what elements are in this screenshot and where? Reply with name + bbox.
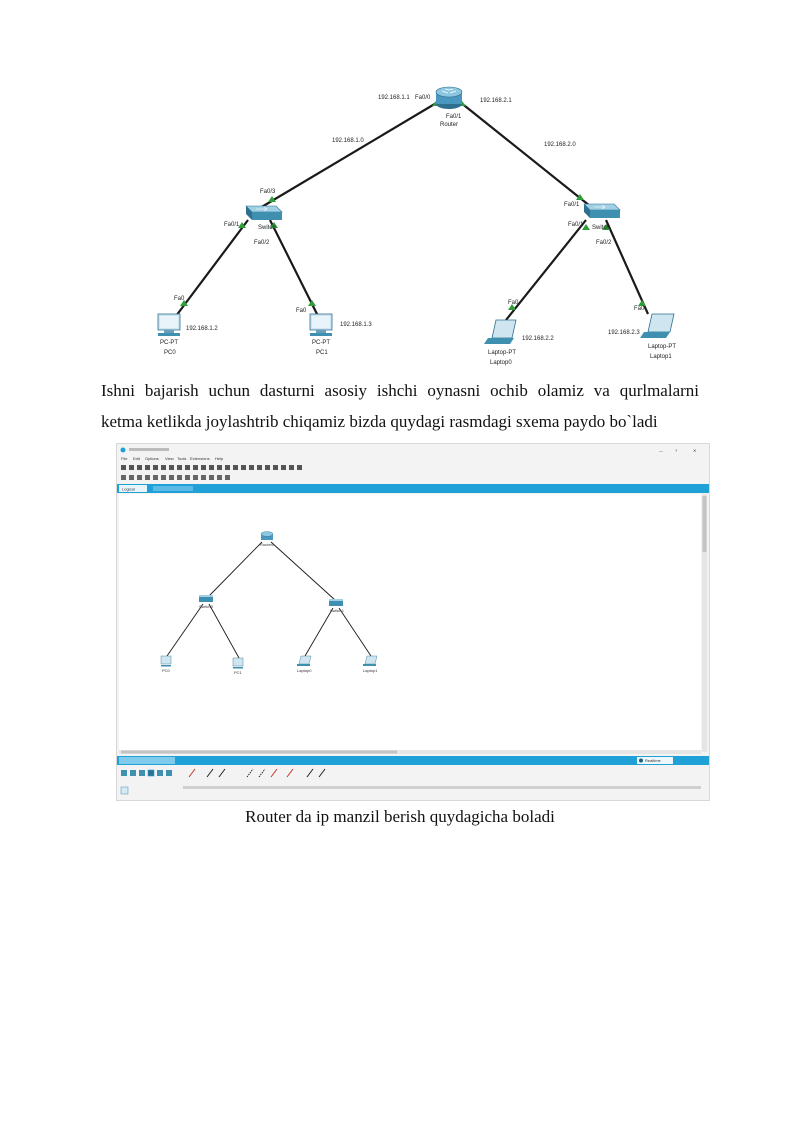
mini-laptop1-label: Laptop1 — [363, 668, 378, 673]
switch-right-name: Switch — [592, 225, 610, 231]
switch-left-port-b: Fa0/2 — [254, 240, 270, 246]
laptop1-name: Laptop1 — [650, 354, 672, 360]
vertical-scroll-thumb[interactable] — [703, 496, 707, 552]
toolbar-button[interactable] — [145, 465, 150, 470]
root-path[interactable] — [153, 486, 193, 491]
logical-workspace[interactable] — [119, 494, 701, 752]
mini-pc0-label: PC0 — [162, 668, 170, 673]
toolbar-button[interactable] — [297, 465, 302, 470]
menu-edit[interactable]: Edit — [133, 456, 140, 461]
toolbar-button[interactable] — [201, 465, 206, 470]
paragraph-line-1: Ishni bajarish uchun dasturni asosiy ishchi oynasni ochib olamiz va qurlmalarni — [101, 381, 699, 400]
laptop0-name: Laptop0 — [490, 360, 512, 366]
switch-right-port-a: Fa0/1 — [568, 222, 584, 228]
toolbar-button[interactable] — [273, 465, 278, 470]
toolbar-button[interactable] — [185, 465, 190, 470]
toolbar-button[interactable] — [241, 465, 246, 470]
toolbar-button[interactable] — [129, 475, 134, 480]
link-switch-left-pc0 — [176, 220, 248, 316]
toolbar-button[interactable] — [169, 475, 174, 480]
horizontal-scroll-thumb[interactable] — [121, 751, 397, 754]
device-category-button[interactable] — [130, 770, 136, 776]
switch-right-uplink: Fa0/1 — [564, 202, 580, 208]
toolbar-button[interactable] — [225, 475, 230, 480]
toolbar-button[interactable] — [137, 475, 142, 480]
device-subtype-icon[interactable] — [121, 787, 128, 794]
menu-help[interactable]: Help — [215, 456, 224, 461]
router-ip-right: 192.168.2.1 — [480, 98, 512, 104]
pc-icon — [310, 314, 332, 336]
port-dot — [308, 300, 316, 306]
mini-switch-b-label: Switch1 — [330, 608, 345, 613]
realtime-label: Realtime — [645, 758, 661, 763]
switch-left-name: Switch — [258, 225, 276, 231]
pc0-name: PC0 — [164, 350, 176, 356]
toolbar-button[interactable] — [153, 475, 158, 480]
laptop0-ip: 192.168.2.2 — [522, 336, 554, 342]
toolbar-button[interactable] — [137, 465, 142, 470]
menu-file[interactable]: File — [121, 456, 128, 461]
device-category-button[interactable] — [139, 770, 145, 776]
laptop1-type: Laptop-PT — [648, 344, 677, 350]
pc1-type: PC-PT — [312, 340, 330, 346]
router-ip-left: 192.168.1.1 — [378, 95, 410, 101]
main-toolbar — [121, 465, 302, 470]
toolbar-button[interactable] — [145, 475, 150, 480]
menu-options[interactable]: Options — [145, 456, 159, 461]
link-router-switch-left — [260, 102, 438, 208]
router-icon — [436, 87, 462, 109]
link-switch-right-laptop1 — [606, 220, 648, 314]
toolbar-button[interactable] — [121, 465, 126, 470]
toolbar-button[interactable] — [121, 475, 126, 480]
toolbar-button[interactable] — [177, 465, 182, 470]
mini-laptop0-label: Laptop0 — [297, 668, 312, 673]
pc1-ip: 192.168.1.3 — [340, 322, 372, 328]
menu-bar — [121, 456, 224, 461]
switch-left-icon — [246, 206, 282, 220]
switch-right-port-b: Fa0/2 — [596, 240, 612, 246]
logical-workspace-bar — [117, 484, 709, 493]
menu-view[interactable]: View — [165, 456, 174, 461]
switch-left-port-a: Fa0/1 — [224, 222, 240, 228]
packet-tracer-screenshot — [116, 443, 710, 801]
device-category-button[interactable] — [166, 770, 172, 776]
toolbar-button[interactable] — [153, 465, 158, 470]
mini-switch-icon — [329, 599, 343, 606]
router-port-right: Fa0/1 — [446, 114, 462, 120]
pc0-ip: 192.168.1.2 — [186, 326, 218, 332]
laptop1-port: Fa0 — [634, 306, 645, 312]
app-icon — [121, 448, 126, 453]
router-port-left: Fa0/0 — [415, 95, 431, 101]
toolbar-button[interactable] — [169, 465, 174, 470]
device-category-button[interactable] — [148, 770, 154, 776]
laptop0-port: Fa0 — [508, 300, 519, 306]
toolbar-button[interactable] — [209, 475, 214, 480]
toolbar-button[interactable] — [265, 465, 270, 470]
net-left-label: 192.168.1.0 — [332, 138, 364, 144]
packet-tracer-window — [117, 444, 709, 800]
toolbar-button[interactable] — [129, 465, 134, 470]
toolbar-button[interactable] — [217, 465, 222, 470]
pc0-port: Fa0 — [174, 296, 185, 302]
toolbar-button[interactable] — [217, 475, 222, 480]
device-list-scrollbar[interactable] — [183, 786, 701, 789]
toolbar-button[interactable] — [193, 475, 198, 480]
realtime-icon — [639, 759, 643, 763]
pc1-port: Fa0 — [296, 308, 307, 314]
pc-icon — [158, 314, 180, 336]
network-topology-diagram — [140, 78, 700, 378]
minimize-icon[interactable]: — — [659, 448, 663, 453]
mini-switch-a-label: Switch0 — [199, 604, 214, 609]
mini-router-icon — [261, 532, 273, 540]
toolbar-button[interactable] — [161, 465, 166, 470]
switch-right-icon — [584, 204, 620, 218]
toolbar-button[interactable] — [161, 475, 166, 480]
tab-logical-label: Logical — [122, 486, 135, 492]
toolbar-button[interactable] — [281, 465, 286, 470]
mini-switch-icon — [199, 595, 213, 602]
paragraph-line-2: ketma ketlikda joylashtrib chiqamiz bizda quydagi rasmdagi sxema paydo bo`ladi — [101, 412, 658, 431]
toolbar-button[interactable] — [209, 465, 214, 470]
pc0-type: PC-PT — [160, 340, 178, 346]
switch-left-uplink: Fa0/3 — [260, 189, 276, 195]
menu-tools[interactable]: Tools — [177, 456, 187, 461]
help-icon[interactable]: ? — [675, 448, 678, 453]
toolbar-button[interactable] — [289, 465, 294, 470]
toolbar-button[interactable] — [193, 465, 198, 470]
mini-pc1-label: PC1 — [234, 670, 242, 675]
toolbar-button[interactable] — [225, 465, 230, 470]
mini-router-label: Router0 — [260, 542, 275, 547]
laptop-icon — [640, 314, 674, 338]
pc1-name: PC1 — [316, 350, 328, 356]
link-router-switch-right — [460, 102, 590, 206]
device-category-button[interactable] — [121, 770, 127, 776]
toolbar-button[interactable] — [249, 465, 254, 470]
simulation-bar — [117, 756, 709, 765]
toolbar-button[interactable] — [201, 475, 206, 480]
laptop1-ip: 192.168.2.3 — [608, 330, 640, 336]
router-name: Router — [440, 122, 459, 128]
time-display — [119, 757, 175, 764]
caption-text: Router da ip manzil berish quydagicha boladi — [245, 807, 555, 826]
menu-extensions[interactable]: Extensions — [190, 456, 210, 461]
laptop0-type: Laptop-PT — [488, 350, 517, 356]
device-category-button[interactable] — [157, 770, 163, 776]
toolbar-button[interactable] — [233, 465, 238, 470]
toolbar-button[interactable] — [257, 465, 262, 470]
net-right-label: 192.168.2.0 — [544, 142, 576, 148]
link-switch-left-pc1 — [270, 220, 318, 316]
laptop-icon — [484, 320, 516, 344]
close-icon[interactable]: ✕ — [693, 448, 697, 453]
toolbar-button[interactable] — [185, 475, 190, 480]
toolbar-button[interactable] — [177, 475, 182, 480]
